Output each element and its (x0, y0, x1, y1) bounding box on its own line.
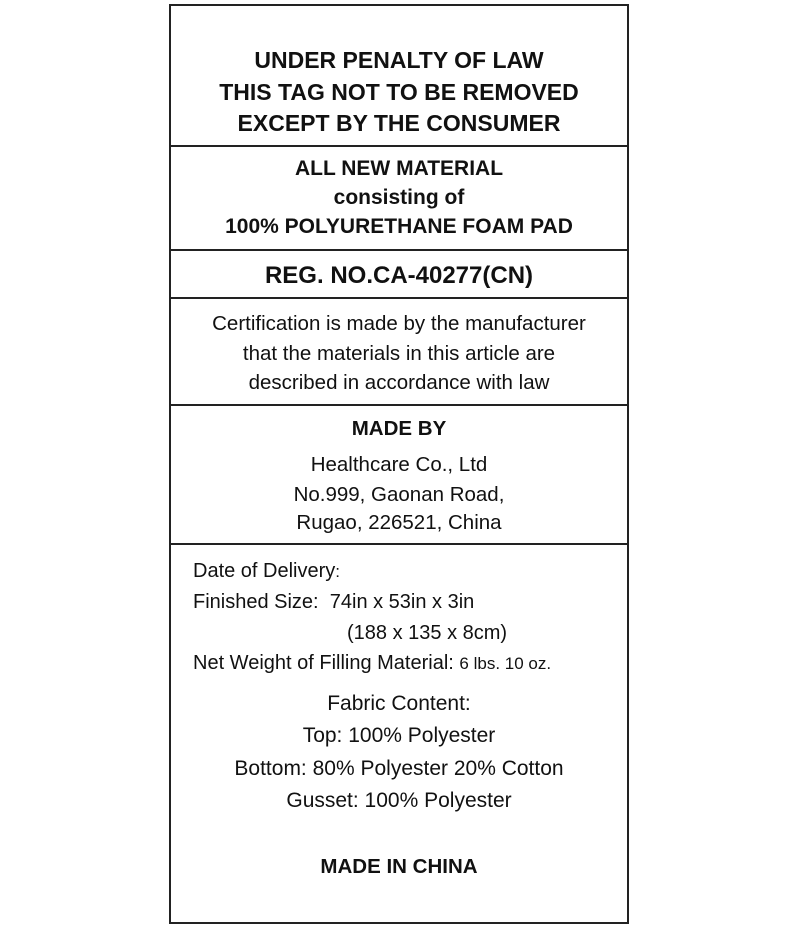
size-metric: (188 x 135 x 8cm) (347, 622, 508, 644)
manufacturer-name: Healthcare Co., Ltd (310, 453, 488, 476)
warning-line-1: UNDER PENALTY OF LAW (254, 47, 544, 73)
manufacturer-street: No.999, Gaonan Road, (293, 483, 505, 506)
finished-size-line (193, 591, 474, 614)
net-weight-line (193, 652, 551, 675)
divider (171, 297, 627, 299)
fabric-top: Top: 100% Polyester (302, 724, 496, 747)
certification-line-2: that the materials in this article are (242, 342, 556, 365)
material-line-1: ALL NEW MATERIAL (294, 157, 504, 180)
certification-line-3: described in accordance with law (248, 371, 550, 394)
fabric-heading: Fabric Content: (327, 692, 471, 715)
divider (171, 404, 627, 406)
fabric-bottom: Bottom: 80% Polyester 20% Cotton (234, 757, 564, 780)
country-of-origin: MADE IN CHINA (320, 855, 478, 878)
divider (171, 249, 627, 251)
size-label: Finished Size: (193, 591, 319, 613)
size-imperial: 74in x 53in x 3in (329, 591, 475, 613)
manufacturer-heading: MADE BY (351, 417, 447, 440)
delivery-date-line (193, 560, 340, 583)
warning-line-2: THIS TAG NOT TO BE REMOVED (219, 79, 579, 105)
divider (171, 145, 627, 147)
weight-label: Net Weight of Filling Material: (193, 652, 454, 674)
delivery-colon: : (335, 562, 341, 581)
divider (171, 543, 627, 545)
registration-number: REG. NO.CA-40277(CN) (264, 262, 534, 289)
certification-line-1: Certification is made by the manufacturer (212, 312, 586, 335)
weight-value: 6 lbs. 10 oz. (459, 654, 552, 673)
delivery-label: Date of Delivery (193, 560, 336, 582)
fabric-gusset: Gusset: 100% Polyester (286, 789, 512, 812)
law-tag (169, 4, 629, 924)
material-line-2: consisting of (333, 186, 465, 209)
manufacturer-city: Rugao, 226521, China (296, 511, 502, 534)
material-line-3: 100% POLYURETHANE FOAM PAD (225, 215, 573, 238)
warning-line-3: EXCEPT BY THE CONSUMER (237, 110, 561, 136)
